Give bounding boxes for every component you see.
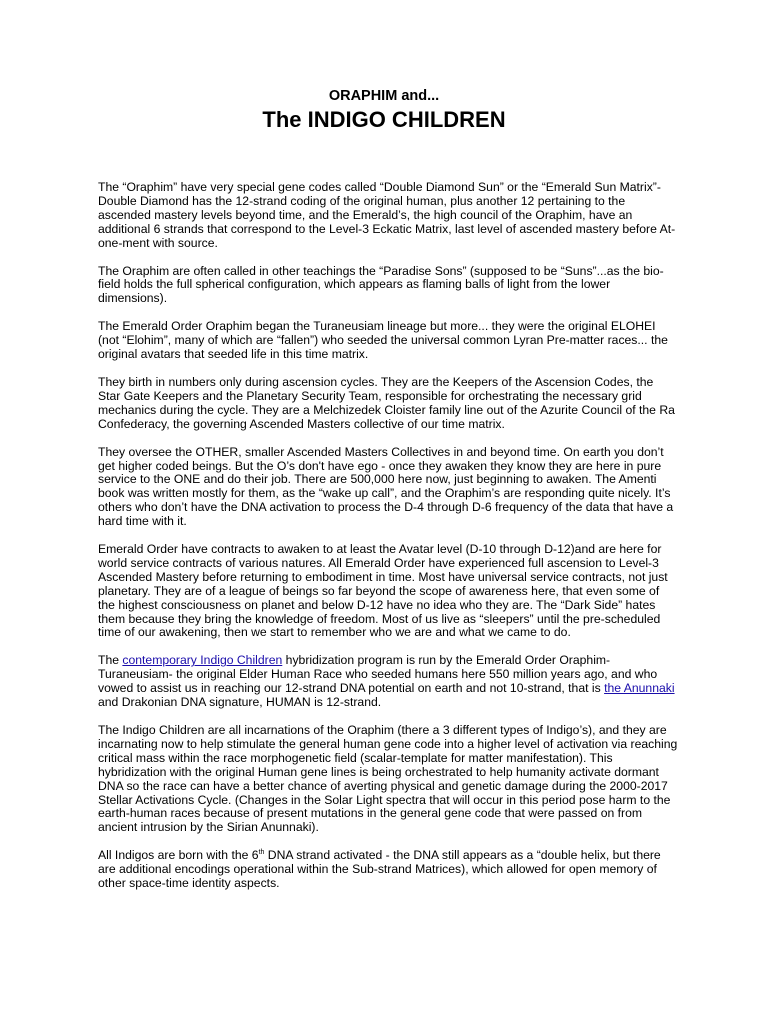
paragraph-7 [98, 654, 678, 710]
paragraph-7-text-2: hybridization program is run by the Emerald Order Oraphim-Turaneusiam- the original Elder Human Race who seeded humans here 550 million years ago, and who vowed to assist us in reaching our 12-strand DNA potential on earth and not 10-strand, that is [98, 653, 658, 696]
paragraph-7-text-3: and Drakonian DNA signature, HUMAN is 12-strand. [98, 695, 382, 710]
contemporary-indigo-children-link[interactable]: contemporary Indigo Children [122, 653, 283, 668]
paragraph-6: Emerald Order have contracts to awaken to at least the Avatar level (D-10 through D-12)and are here for world service contracts of various natures. All Emerald Order have experienced full ascension to Level-3 Ascended Mastery before returning to embodiment in time. Most have universal service contracts, not just planetary. They are of a league of beings so far beyond the scope of awareness here, that even some of the highest consciousness on planet and below D-12 have no idea who they are. The “Dark Side” hates them because they bring the knowledge of freedom. Most of us live as “sleepers” until the pre-scheduled time of our awakening, then we start to remember who we are and what we came to do. [98, 542, 668, 640]
paragraph-2: The Oraphim are often called in other teachings the “Paradise Sons” (supposed to be “Suns”...as the bio-field holds the full spherical configuration, which appears as flaming balls of light from the lower dimensions). [98, 263, 664, 306]
paragraph-1: The “Oraphim” have very special gene codes called “Double Diamond Sun” or the “Emerald Sun Matrix”- Double Diamond has the 12-strand coding of the original human, plus another 12 pertaining to the ascended mastery levels beyond time, and the Emerald’s, the high council of the Oraphim, have an additional 6 strands that correspond to the Level-3 Eckatic Matrix, last level of ascended mastery before At-one-ment with source. [98, 180, 676, 250]
paragraph-9-text-1: All Indigos are born with the 6 [98, 848, 259, 863]
ordinal-superscript: th [258, 849, 265, 857]
document-title: The INDIGO CHILDREN [262, 107, 506, 132]
document-subtitle: ORAPHIM and... [328, 88, 440, 104]
the-anunnaki-link[interactable]: the Anunnaki [604, 681, 675, 696]
paragraph-9-text-2: DNA strand activated - the DNA still appears as a “double helix, but there are additional encodings operational within the Sub-strand Matrices), which allowed for open memory of other space-time identity aspects. [98, 848, 661, 891]
paragraph-3: The Emerald Order Oraphim began the Turaneusiam lineage but more... they were the original ELOHEI (not “Elohim”, many of which are “fallen”) who seeded the universal common Lyran Pre-matter races... the original avatars that seeded life in this time matrix. [98, 319, 668, 362]
paragraph-7-text-1: The [98, 653, 123, 668]
document-body [98, 181, 678, 905]
paragraph-8: The Indigo Children are all incarnations of the Oraphim (there a 3 different types of Indigo’s), and they are incarnating now to help stimulate the general human gene code into a higher level of activation via reaching critical mass within the race morphogenetic field (scalar-template for matter manifestation). This hybridization with the original Human gene lines is being orchestrated to help humanity activate dormant DNA so the race can have a better chance of averting physical and genetic damage during the 2000-2017 Stellar Activations Cycle. (Changes in the Solar Light spectra that will occur in this period pose harm to the earth-human races because of present mutations in the general gene code that were passed on from ancient intrusion by the Sirian Anunnaki). [98, 723, 678, 835]
paragraph-5: They oversee the OTHER, smaller Ascended Masters Collectives in and beyond time. On earth you don’t get higher coded beings. But the O’s don't have ego - once they awaken they know they are here in pure service to the ONE and do their job. There are 500,000 here now, just beginning to awaken. The Amenti book was written mostly for them, as the “wake up call”, and the Oraphim’s are responding quite nicely. It’s others who don’t have the DNA activation to process the D-4 through D-6 frequency of the data that have a hard time with it. [98, 444, 674, 529]
paragraph-4: They birth in numbers only during ascension cycles. They are the Keepers of the Ascension Codes, the Star Gate Keepers and the Planetary Security Team, responsible for orchestrating the necessary grid mechanics during the cycle. They are a Melchizedek Cloister family line out of the Azurite Council of the Ra Confederacy, the governing Ascended Masters collective of our time matrix. [98, 374, 675, 431]
paragraph-9 [98, 849, 678, 891]
